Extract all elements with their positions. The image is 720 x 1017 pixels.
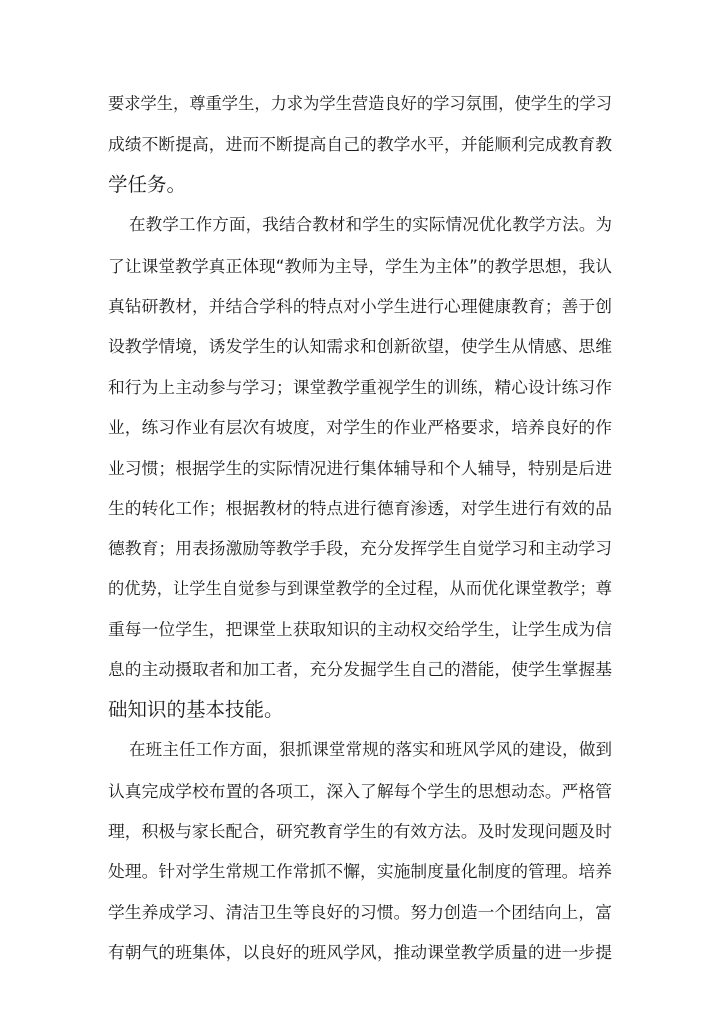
text-line [108,326,612,366]
text-line-content: 的优势，让学生自觉参与到课堂教学的全过程，从而优化课堂教学；尊 [108,578,612,598]
text-line [108,609,612,649]
text-line [108,569,612,609]
text-line-content: 础知识的基本技能。 [108,697,284,721]
text-line-content: 真钻研教材，并结合学科的特点对小学生进行心理健康教育；善于创 [108,295,612,316]
text-line [108,205,612,245]
text-line [108,690,612,730]
text-line [108,448,612,488]
text-line-content: 生的转化工作；根据教材的特点进行德育渗透，对学生进行有效的品 [108,497,612,518]
text-line-content: 在教学工作方面，我结合教材和学生的实际情况优化教学方法。为 [129,215,612,235]
text-line-content: 和行为上主动参与学习；课堂教学重视学生的训练，精心设计练习作 [108,376,612,397]
text-line-content: 认真完成学校布置的各项工，深入了解每个学生的思想动态。严格管 [108,780,612,801]
text-line [108,851,612,891]
text-line-content: 理，积极与家长配合，研究教育学生的有效方法。及时发现问题及时 [108,821,612,842]
text-line [108,811,612,851]
text-line [108,892,612,932]
text-line-content: 重每一位学生，把课堂上获取知识的主动权交给学生，让学生成为信 [108,619,612,640]
text-line [108,165,612,205]
text-line [108,124,612,164]
text-line-content: 学任务。 [108,172,187,196]
text-line-content: 要求学生，尊重学生，力求为学生营造良好的学习氛围，使学生的学习 [108,94,612,113]
document-body [108,84,612,973]
text-line [108,730,612,770]
text-line-content: 处理。针对学生常规工作常抓不懈，实施制度量化制度的管理。培养 [108,861,612,882]
text-line-content: 学生养成学习、清洁卫生等良好的习惯。努力创造一个团结向上，富 [108,901,612,922]
text-line-content: 设教学情境，诱发学生的认知需求和创新欲望，使学生从情感、思维 [108,336,612,357]
text-line-content: 业，练习作业有层次有坡度，对学生的作业严格要求，培养良好的作 [108,417,612,438]
text-line [108,771,612,811]
text-line-content: 成绩不断提高，进而不断提高自己的教学水平，并能顺利完成教育教 [108,134,612,155]
text-line [108,649,612,689]
text-line-content: 了让课堂教学真正体现“教师为主导，学生为主体”的教学思想，我认 [108,255,612,276]
text-line-content: 息的主动摄取者和加工者，充分发掘学生自己的潜能，使学生掌握基 [108,659,612,680]
text-line-content: 德教育；用表扬激励等教学手段，充分发挥学生自觉学习和主动学习 [108,538,612,559]
text-line [108,407,612,447]
text-line [108,286,612,326]
text-line [108,488,612,528]
text-line [108,932,612,972]
text-line [108,84,612,124]
text-line [108,246,612,286]
text-line-content: 在班主任工作方面，狠抓课堂常规的落实和班风学风的建设，做到 [129,740,612,760]
text-line-content: 业习惯；根据学生的实际情况进行集体辅导和个人辅导，特别是后进 [108,457,612,478]
text-line-content: 有朝气的班集体，以良好的班风学风，推动课堂教学质量的进一步提 [108,942,612,963]
text-line [108,528,612,568]
text-line [108,367,612,407]
